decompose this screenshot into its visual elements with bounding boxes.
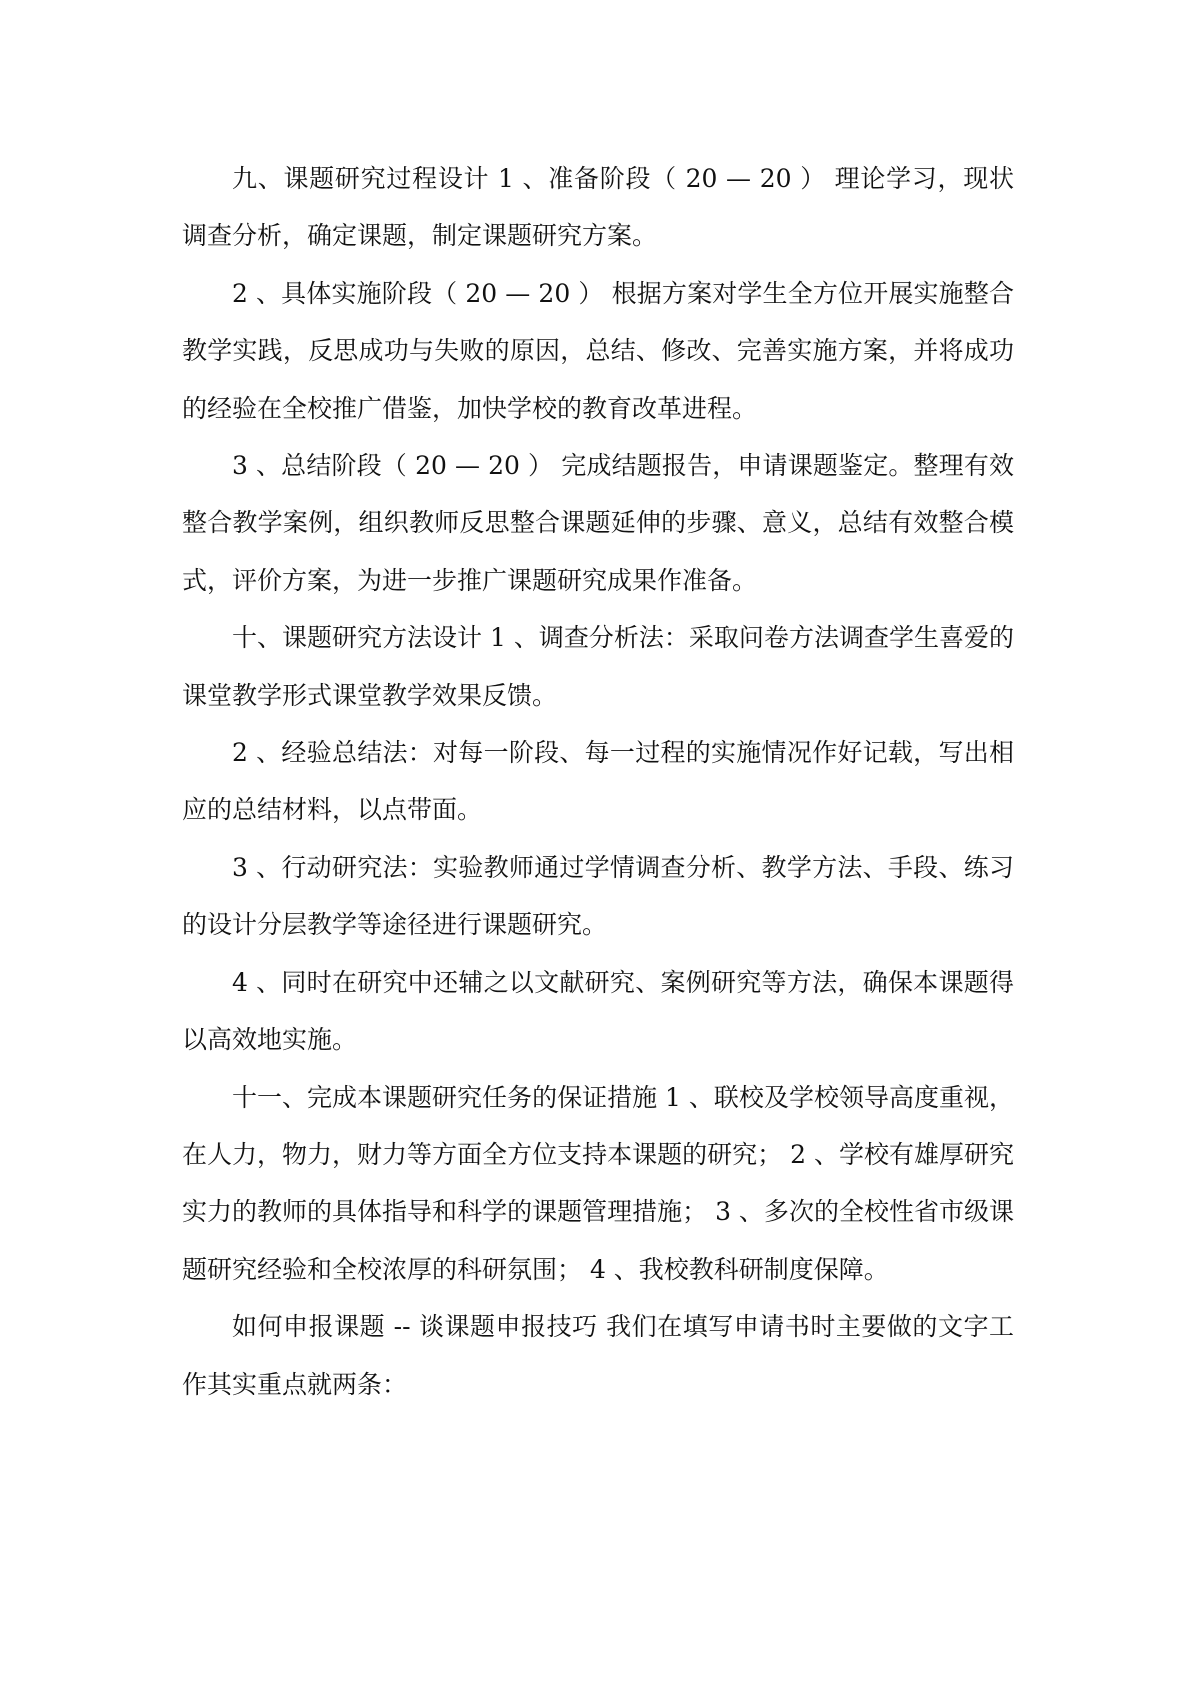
paragraph-research-process: 九、课题研究过程设计 1 、准备阶段（ 20 — 20 ） 理论学习，现状调查分析，确定课题，制定课题研究方案。	[182, 164, 1014, 251]
paragraph-application-tips: 如何申报课题 -- 谈课题申报技巧 我们在填写申请书时主要做的文字工作其实重点就两条：	[182, 1312, 1014, 1399]
document-page	[182, 150, 1014, 1413]
paragraph-action-research: 3 、行动研究法：实验教师通过学情调查分析、教学方法、手段、练习的设计分层教学等途径进行课题研究。	[182, 852, 1014, 940]
paragraph-implementation-stage: 2 、具体实施阶段（ 20 — 20 ） 根据方案对学生全方位开展实施整合教学实践，反思成功与失败的原因，总结、修改、完善实施方案，并将成功的经验在全校推广借鉴，加快学校的教育改革进程。	[182, 278, 1014, 423]
paragraph-literature-research: 4 、同时在研究中还辅之以文献研究、案例研究等方法，确保本课题得以高效地实施。	[182, 967, 1014, 1055]
paragraph-guarantee-measures: 十一、完成本课题研究任务的保证措施 1 、联校及学校领导高度重视，在人力，物力，财力等方面全方位支持本课题的研究； 2 、学校有雄厚研究实力的教师的具体指导和科学的课题管理措施； 3 、多次的全校性省市级课题研究经验和全校浓厚的科研氛围； 4 、我校教科研制度保障。	[182, 1082, 1014, 1284]
paragraph-summary-stage: 3 、总结阶段（ 20 — 20 ） 完成结题报告，申请课题鉴定。整理有效整合教学案例，组织教师反思整合课题延伸的步骤、意义，总结有效整合模式，评价方案，为进一步推广课题研究成果作准备。	[182, 451, 1014, 595]
paragraph-experience-summary: 2 、经验总结法：对每一阶段、每一过程的实施情况作好记载，写出相应的总结材料，以点带面。	[182, 738, 1014, 825]
paragraph-research-methods: 十、课题研究方法设计 1 、调查分析法：采取问卷方法调查学生喜爱的课堂教学形式课堂教学效果反馈。	[182, 623, 1014, 710]
